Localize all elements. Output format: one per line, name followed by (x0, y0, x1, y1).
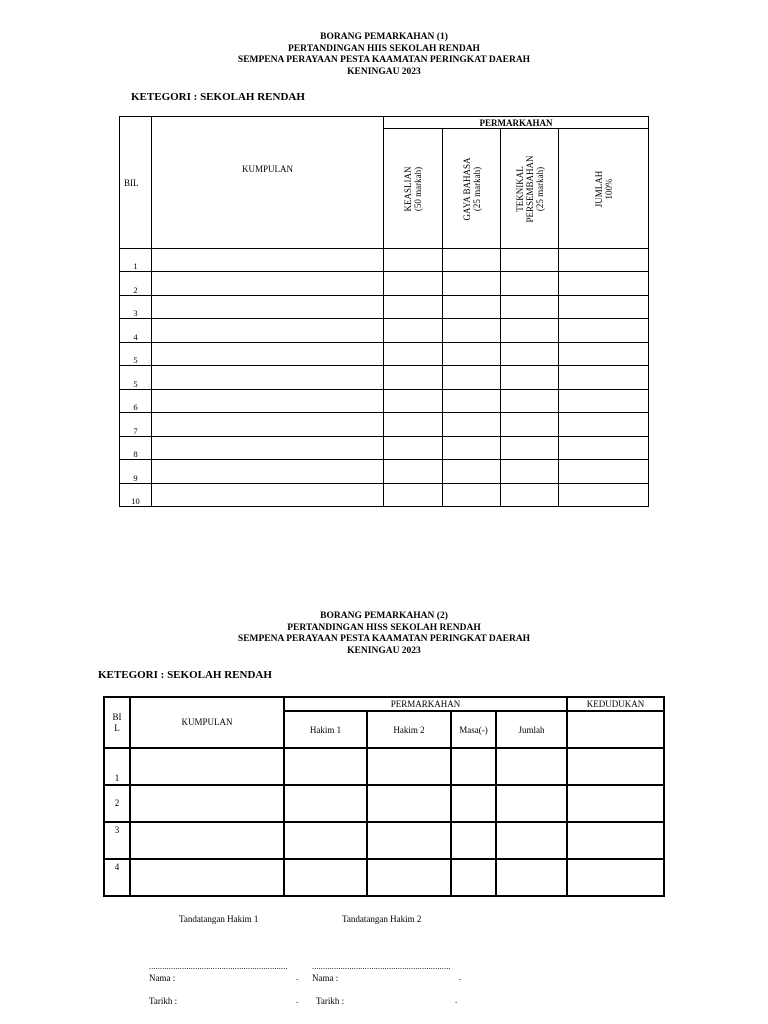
form2-title: BORANG PEMARKAHAN (2) (320, 611, 448, 621)
keaslian-cell[interactable] (384, 343, 443, 366)
teknikal-label: TEKNIKAL (514, 165, 525, 212)
row-number: 1 (104, 748, 130, 785)
jumlah-cell[interactable] (559, 366, 649, 390)
judge1-date-label: Tarikh : (149, 996, 178, 1006)
kumpulan-cell[interactable] (130, 822, 284, 859)
table-row (120, 366, 649, 390)
row-number: 1 (120, 249, 152, 272)
teknikal-cell[interactable] (501, 484, 559, 507)
teknikal-cell[interactable] (501, 319, 559, 343)
jumlah-cell[interactable] (559, 343, 649, 366)
masa-cell[interactable] (451, 748, 496, 785)
teknikal-cell[interactable] (501, 249, 559, 272)
form2-event: SEMPENA PERAYAAN PESTA KAAMATAN PERINGKAT DAERAH (237, 634, 531, 644)
gaya-cell[interactable] (443, 413, 501, 437)
kumpulan-cell[interactable] (152, 343, 384, 366)
keaslian-cell[interactable] (384, 437, 443, 460)
table-row (120, 296, 649, 319)
row-number: 5 (120, 343, 152, 366)
form2-col-masa: Masa(-) (451, 711, 496, 748)
gaya-cell[interactable] (443, 460, 501, 484)
judge1-name-end: . (296, 972, 299, 982)
hakim1-cell[interactable] (284, 859, 367, 896)
gaya-cell[interactable] (443, 272, 501, 296)
teknikal-cell[interactable] (501, 343, 559, 366)
jumlah-cell[interactable] (496, 822, 567, 859)
row-number: 3 (120, 296, 152, 319)
hakim2-cell[interactable] (367, 822, 451, 859)
jumlah-cell[interactable] (496, 859, 567, 896)
teknikal-cell[interactable] (501, 366, 559, 390)
row-number: 2 (104, 785, 130, 822)
jumlah-percent: 100% (603, 178, 614, 200)
jumlah-label: JUMLAH (593, 170, 604, 207)
jumlah-cell[interactable] (559, 484, 649, 507)
hakim2-cell[interactable] (367, 748, 451, 785)
keaslian-cell[interactable] (384, 390, 443, 413)
kumpulan-cell[interactable] (152, 437, 384, 460)
masa-cell[interactable] (451, 859, 496, 896)
teknikal-cell[interactable] (501, 272, 559, 296)
row-number: 10 (120, 484, 152, 507)
keaslian-cell[interactable] (384, 249, 443, 272)
gaya-label: GAYA BAHASA (461, 157, 472, 220)
form2-col-jumlah: Jumlah (496, 711, 567, 748)
form1-col-keaslian (384, 129, 443, 249)
kumpulan-cell[interactable] (152, 366, 384, 390)
kedudukan-cell[interactable] (567, 785, 664, 822)
hakim2-cell[interactable] (367, 859, 451, 896)
keaslian-cell[interactable] (384, 460, 443, 484)
jumlah-cell[interactable] (559, 390, 649, 413)
kumpulan-cell[interactable] (152, 319, 384, 343)
kumpulan-cell[interactable] (130, 748, 284, 785)
jumlah-cell[interactable] (559, 319, 649, 343)
table-row (120, 484, 649, 507)
gaya-marks: (25 markah) (471, 166, 482, 211)
keaslian-cell[interactable] (384, 319, 443, 343)
bil-label-2: L (114, 723, 120, 733)
kumpulan-cell[interactable] (152, 296, 384, 319)
row-number: 3 (104, 822, 130, 859)
keaslian-cell[interactable] (384, 484, 443, 507)
keaslian-cell[interactable] (384, 296, 443, 319)
table-row (120, 390, 649, 413)
form2-col-permarkahan: PERMARKAHAN (284, 697, 567, 711)
row-number: 6 (120, 390, 152, 413)
teknikal-cell[interactable] (501, 460, 559, 484)
judge1-date-end: . (296, 995, 299, 1005)
kumpulan-cell[interactable] (152, 390, 384, 413)
hakim1-cell[interactable] (284, 785, 367, 822)
row-number: 9 (120, 460, 152, 484)
teknikal-cell[interactable] (501, 296, 559, 319)
table-row (104, 748, 664, 785)
form1-col-teknikal (501, 129, 559, 249)
jumlah-cell[interactable] (559, 296, 649, 319)
keaslian-label: KEASLIAN (403, 166, 413, 211)
hakim1-cell[interactable] (284, 822, 367, 859)
form1-score-table (119, 116, 649, 507)
kumpulan-cell[interactable] (152, 249, 384, 272)
jumlah-cell[interactable] (559, 272, 649, 296)
table-row (120, 249, 649, 272)
judge1-signature-title: Tandatangan Hakim 1 (179, 914, 259, 924)
keaslian-marks: (50 markah) (413, 166, 423, 211)
form1-category: KETEGORI : SEKOLAH RENDAH (131, 91, 305, 103)
form2-col-kumpulan: KUMPULAN (130, 697, 284, 748)
gaya-cell[interactable] (443, 390, 501, 413)
form2-col-hakim2: Hakim 2 (367, 711, 451, 748)
form1-col-jumlah (559, 129, 649, 249)
gaya-cell[interactable] (443, 484, 501, 507)
kumpulan-cell[interactable] (152, 484, 384, 507)
form1-competition: PERTANDINGAN HIIS SEKOLAH RENDAH (288, 43, 480, 54)
teknikal-cell[interactable] (501, 390, 559, 413)
row-number: 4 (104, 859, 130, 896)
form1-col-bil: BIL (120, 117, 152, 249)
judge2-date-label: Tarikh : (316, 996, 345, 1006)
gaya-cell[interactable] (443, 343, 501, 366)
gaya-cell[interactable] (443, 437, 501, 460)
form1-col-kumpulan: KUMPULAN (152, 117, 384, 249)
hakim2-cell[interactable] (367, 785, 451, 822)
kedudukan-cell[interactable] (567, 748, 664, 785)
gaya-cell[interactable] (443, 296, 501, 319)
keaslian-cell[interactable] (384, 366, 443, 390)
form2-category: KETEGORI : SEKOLAH RENDAH (98, 669, 272, 681)
judge2-name-end: . (459, 972, 462, 982)
table-row (120, 437, 649, 460)
row-number: 5 (120, 366, 152, 390)
persembahan-label: PERSEMBAHAN (524, 154, 535, 223)
form2-col-hakim1: Hakim 1 (284, 711, 367, 748)
form1-title: BORANG PEMARKAHAN (1) (320, 32, 448, 42)
keaslian-cell[interactable] (384, 413, 443, 437)
teknikal-marks: (25 markah) (534, 166, 545, 211)
gaya-cell[interactable] (443, 366, 501, 390)
kedudukan-cell[interactable] (567, 859, 664, 896)
gaya-cell[interactable] (443, 249, 501, 272)
form1-header (0, 32, 768, 78)
form1-location-year: KENINGAU 2023 (347, 66, 421, 77)
judge1-signature-line[interactable]: ............................................................... (149, 962, 288, 971)
table-row (120, 343, 649, 366)
hakim1-cell[interactable] (284, 748, 367, 785)
table-row (104, 822, 664, 859)
row-number: 8 (120, 437, 152, 460)
judge2-name-label: Nama : (312, 973, 339, 983)
jumlah-cell[interactable] (559, 437, 649, 460)
kumpulan-cell[interactable] (152, 413, 384, 437)
form2-col-kedudukan: KEDUDUKAN (567, 697, 664, 711)
form2-competition: PERTANDINGAN HISS SEKOLAH RENDAH (287, 622, 481, 633)
row-number: 7 (120, 413, 152, 437)
judge2-signature-line[interactable]: ............................................................... (312, 962, 451, 971)
form1-event: SEMPENA PERAYAAN PESTA KAAMATAN PERINGKAT DAERAH (237, 55, 531, 65)
kumpulan-cell[interactable] (152, 460, 384, 484)
table-row (120, 460, 649, 484)
teknikal-cell[interactable] (501, 437, 559, 460)
kedudukan-cell[interactable] (567, 822, 664, 859)
table-row (120, 272, 649, 296)
form1-col-permarkahan: PERMARKAHAN (384, 117, 649, 129)
form2-col-bil (104, 697, 130, 748)
form2-score-table (103, 696, 665, 897)
form2-location-year: KENINGAU 2023 (347, 645, 421, 656)
jumlah-cell[interactable] (496, 785, 567, 822)
teknikal-cell[interactable] (501, 413, 559, 437)
kumpulan-cell[interactable] (152, 272, 384, 296)
table-row (120, 413, 649, 437)
row-number: 4 (120, 319, 152, 343)
jumlah-cell[interactable] (496, 748, 567, 785)
form1-col-gaya-bahasa (443, 129, 501, 249)
judge2-date-end: . (455, 995, 458, 1005)
jumlah-cell[interactable] (559, 413, 649, 437)
judge2-signature-title: Tandatangan Hakim 2 (342, 914, 422, 924)
row-number: 2 (120, 272, 152, 296)
table-row (104, 785, 664, 822)
masa-cell[interactable] (451, 822, 496, 859)
masa-cell[interactable] (451, 785, 496, 822)
bil-label-1: BI (112, 712, 122, 722)
judge1-name-label: Nama : (149, 973, 176, 983)
gaya-cell[interactable] (443, 319, 501, 343)
table-row (120, 319, 649, 343)
form2-kedudukan-blank (567, 711, 664, 748)
form2-header (0, 611, 768, 657)
kumpulan-cell[interactable] (130, 785, 284, 822)
keaslian-cell[interactable] (384, 272, 443, 296)
jumlah-cell[interactable] (559, 460, 649, 484)
table-row (104, 859, 664, 896)
jumlah-cell[interactable] (559, 249, 649, 272)
kumpulan-cell[interactable] (130, 859, 284, 896)
